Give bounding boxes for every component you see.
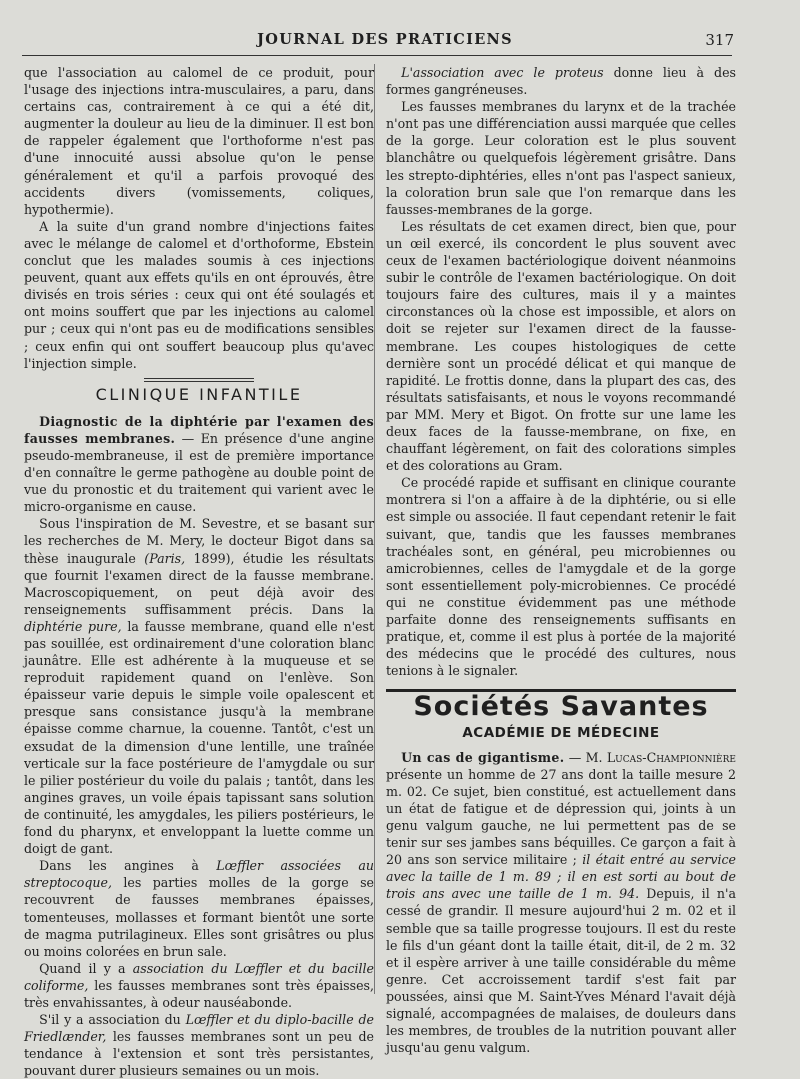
- italic-run: il était entré au service avec la taille de 1 m. 89 ; il en est sorti au bout de trois ans avec une taille de 1 m. 94.: [386, 852, 736, 902]
- paragraph: [24, 1011, 374, 1079]
- italic-run: diphtérie pure,: [24, 618, 122, 634]
- paragraph: Les résultats de cet examen direct, bien que, pour un œil exercé, ils concordent le plus souvent avec ceux de l'examen bactériologique doivent néanmoins subir le contrôle de l'examen bactériologique. On doit toujours faire des cultures, mais il y a maintes circonstances où la chose est impossible, et alors on doit se rejeter sur l'examen direct de la fausse-membrane. Les coupes histologiques de cette dernière sont un procédé délicat et qui manque de rapidité. Le frottis donne, dans la plupart des cas, des résultats satisfaisants, et nous le voyons recommandé par MM. Mery et Bigot. On frotte sur une lame les deux faces de la fausse-membrane, on fixe, en chauffant légèrement, on fait des colorations simples et des colorations au Gram.: [386, 218, 736, 474]
- text-run: 1899), étudie les résultats que fournit l'examen direct de la fausse membrane. Macroscopiquement, on peut déjà avoir des renseignements suffisamment précis. Dans la: [24, 550, 374, 617]
- paragraph: Ce procédé rapide et suffisant en clinique courante montrera si l'on a affaire à de la diphtérie, ou si elle est simple ou associée. Il faut cependant retenir le fait suivant, que, tandis que les fausses membranes trachéales sont, en général, peu microbiennes ou amicrobiennes, celles de l'amygdale et de la gorge sont essentiellement poly-microbiennes. Ce procédé qui ne constitue évidemment pas une méthode parfaite donne des renseignements suffisants en pratique, et, comme il est plus à portée de la majorité des médecins que le procédé des cultures, nous tenions à le signaler.: [386, 475, 736, 679]
- paragraph: [386, 749, 736, 1057]
- column-divider: [374, 64, 375, 994]
- paragraph: [24, 515, 374, 857]
- article-lead: Un cas de gigantisme.: [401, 749, 565, 765]
- text-run: les fausses membranes sont un peu de tendance à l'extension et sont très persistantes, pouvant durer plusieurs semaines ou un mois.: [24, 1029, 374, 1079]
- left-column: [24, 64, 374, 1079]
- text-run: S'il y a association du: [39, 1012, 186, 1028]
- paragraph: [24, 960, 374, 1011]
- paragraph: Les fausses membranes du larynx et de la trachée n'ont pas une différenciation aussi marquée que celles de la gorge. Leur coloration est le plus souvent blanchâtre ou quelquefois légèrement grisâtre. Dans les strepto-diphtéries, elles n'ont pas l'aspect sanieux, la coloration brun sale que l'on remarque dans les fausses-membranes de la gorge.: [386, 99, 736, 217]
- text-run: Quand il y a: [39, 960, 133, 976]
- italic-run: Lœffler associées au streptocoque,: [24, 858, 374, 891]
- author-name: Lucas-Championnière: [606, 749, 736, 765]
- text-run: les fausses membranes sont très épaisses, très envahissantes, à odeur nauséabonde.: [24, 977, 374, 1010]
- right-column: [386, 64, 736, 1056]
- paragraph: [386, 64, 736, 98]
- running-header: [0, 31, 800, 51]
- section-big-title: Sociétés Savantes: [413, 691, 709, 723]
- article-lead: Diagnostic de la diphtérie par l'examen des fausses membranes.: [24, 413, 374, 446]
- journal-title: JOURNAL DES PRATICIENS: [257, 31, 513, 48]
- section-title: CLINIQUE INFANTILE: [95, 384, 303, 404]
- text-run: Sous l'inspiration de M. Sevestre, et se basant sur les recherches de M. Mery, le docteur Bigot dans sa thèse inaugurale: [24, 516, 374, 566]
- text-run: la fausse membrane, quand elle n'est pas souillée, est ordinairement d'une coloration blanc jaunâtre. Elle est adhérente à la muqueuse et se reproduit rapidement quand on l'enlève. Son épaisseur varie depuis le simple voile opalescent et presque sans consistance jusqu'à la membrane épaisse comme charnue, la couenne. Tantôt, c'est un exsudat de la dimension d'une lentille, une traînée verticale sur la face postérieure de l'amygdale ou sur le pilier postérieur du voile du palais ; tantôt, dans les angines graves, un voile épais tapissant sans solution de continuité, les amygdales, les piliers postérieurs, le fond du pharynx, et enveloppant la luette comme un doigt de gant.: [24, 618, 375, 857]
- section-rule: [144, 378, 254, 382]
- text-run: les parties molles de la gorge se recouvrent de fausses membranes épaisses, tomenteuses, mollasses et formant bientôt une sorte de magma putrilagineux. Elles sont grisâtres ou plus ou moins colorées en brun sale.: [24, 875, 374, 959]
- paragraph: [24, 857, 374, 960]
- italic-run: L'association avec le proteus: [401, 65, 604, 80]
- italic-run: association du Lœffler et du bacille coliforme,: [24, 960, 374, 993]
- page-number: 317: [705, 31, 734, 49]
- paragraph: que l'association au calomel de ce produit, pour l'usage des injections intra-musculaires, a paru, dans certains cas, contrairement à ce qui a été dit, augmenter la douleur au lieu de la diminuer. Il est bon de rappeler également que l'orthoforme n'est pas d'une innocuité aussi absolue qu'on le pense généralement et qu'il a parfois provoqué des accidents divers (vomissements, coliques, hypothermie).: [24, 65, 374, 217]
- paragraph: A la suite d'un grand nombre d'injections faites avec le mélange de calomel et d'orthoforme, Ebstein conclut que les malades soumis à ces injections peuvent, quant aux effets qu'ils en ont éprouvés, être divisés en trois séries : ceux qui ont été soulagés et ont moins souffert que par les injections au calomel pur ; ceux qui n'ont pas eu de modifications sensibles ; ceux enfin qui ont souffert beaucoup plus qu'avec l'injection simple.: [24, 218, 374, 371]
- subsection-title: ACADÉMIE DE MÉDECINE: [462, 725, 660, 742]
- header-rule: [22, 55, 732, 56]
- text-run: Dans les angines à: [39, 858, 217, 874]
- text-run: donne lieu à des formes gangréneuses.: [386, 65, 736, 98]
- paragraph: [24, 413, 374, 516]
- italic-run: (Paris,: [144, 550, 186, 566]
- text-run: présente un homme de 27 ans dont la taille mesure 2 m. 02. Ce sujet, bien constitué, est actuellement dans un état de fatigue et de dépression qui, joints à un genu valgum gauche, ne lui permettent pas de se tenir sur ses jambes sans béquilles. Ce garçon a fait à 20 ans son service militaire ;: [386, 766, 736, 868]
- text-run: Depuis, il n'a cessé de grandir. Il mesure aujourd'hui 2 m. 02 et il semble que sa taille progresse toujours. Il est du reste le fils d'un géant dont la taille était, dit-il, de 2 m. 32 et il espère arriver à une taille considérable du même genre. Cet accroissement tardif s'est fait par poussées, ainsi que M. Saint-Yves Ménard l'avait déjà signalé, accompagnées de malaises, de douleurs dans les membres, de troubles de la nutrition pouvant aller jusqu'au genu valgum.: [386, 886, 736, 1056]
- italic-run: Lœffler et du diplo-bacille de Friedlænder,: [24, 1012, 374, 1045]
- text-run: — En présence d'une angine pseudo-membraneuse, il est de première importance d'en connaître le germe pathogène au double point de vue du pronostic et du traitement qui varient avec le micro-organisme en cause.: [24, 430, 374, 515]
- text-run: — M.: [564, 749, 607, 765]
